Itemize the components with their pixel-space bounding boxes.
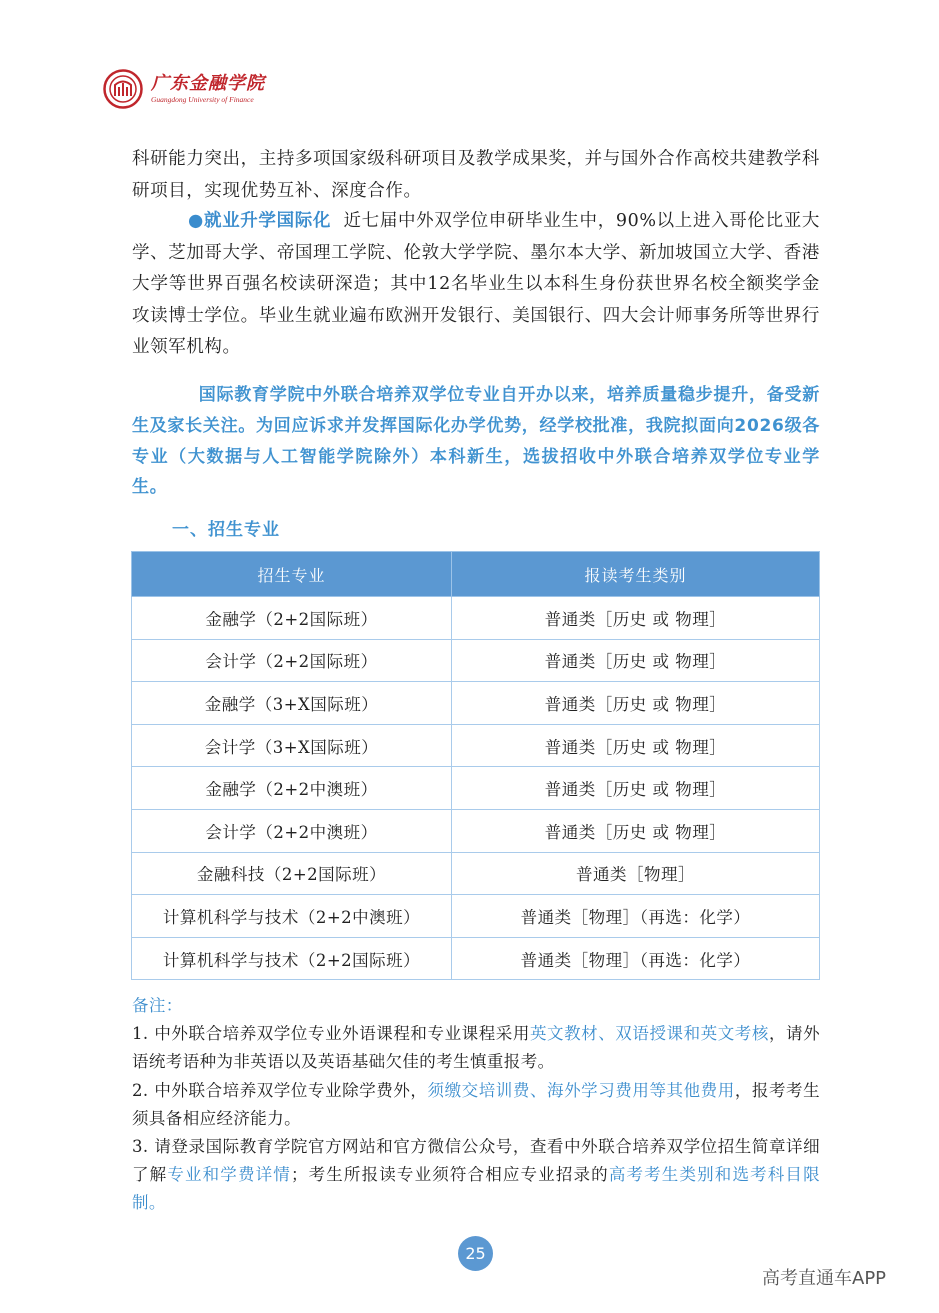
paragraph-intro <box>132 380 820 503</box>
paragraph-employment <box>132 206 820 364</box>
note-2 <box>132 1077 820 1133</box>
note-1-highlight: 英文教材、双语授课和英文考核 <box>529 1024 769 1044</box>
notes-section <box>132 992 820 1218</box>
watermark: 高考直通车APP <box>762 1268 887 1289</box>
category-cell: 普通类［物理］ <box>452 852 820 895</box>
category-cell: 普通类［物理］（再选：化学） <box>452 895 820 938</box>
category-cell: 普通类［历史 或 物理］ <box>452 597 820 640</box>
major-cell: 会计学（2+2国际班） <box>132 639 452 682</box>
table-row <box>132 767 820 810</box>
paragraph-employment-text: 近七届中外双学位申研毕业生中，90%以上进入哥伦比亚大学、芝加哥大学、帝国理工学院、伦敦大学学院、墨尔本大学、新加坡国立大学、香港大学等世界百强名校读研深造；其中12名毕业生以本科生身份获世界名校全额奖学金攻读博士学位。毕业生就业遍布欧洲开发银行、美国银行、四大会计师事务所等世界行业领军机构。 <box>132 211 820 358</box>
note-2-highlight: 须缴交培训费、海外学习费用等其他费用 <box>427 1080 735 1100</box>
note-1 <box>132 1020 820 1076</box>
table-row <box>132 895 820 938</box>
logo-chinese-name: 广东金融学院 <box>151 72 265 94</box>
table-row <box>132 724 820 767</box>
major-cell: 金融学（3+X国际班） <box>132 682 452 725</box>
paragraph-intro-text: 国际教育学院中外联合培养双学位专业自开办以来，培养质量稳步提升，备受新生及家长关注。为回应诉求并发挥国际化办学优势，经学校批准，我院拟面向2026级各专业（大数据与人工智能学院除外）本科新生，选拔招收中外联合培养双学位专业学生。 <box>132 385 821 498</box>
table-row <box>132 682 820 725</box>
logo-english-name: Guangdong University of Finance <box>151 94 254 104</box>
notes-title: 备注： <box>132 996 183 1015</box>
table-row <box>132 937 820 980</box>
note-3-middle: ；考生所报读专业须符合相应专业招录的 <box>290 1165 609 1185</box>
major-cell: 金融学（2+2中澳班） <box>132 767 452 810</box>
category-cell: 普通类［物理］（再选：化学） <box>452 937 820 980</box>
table-header-row <box>132 552 820 597</box>
note-3-highlight-2: 高考考生类别和选考科目限制。 <box>132 1165 820 1213</box>
paragraph-employment-heading: 就业升学国际化 <box>203 211 332 231</box>
bullet-icon: ● <box>188 211 204 231</box>
note-3-text: 3. 请登录国际教育学院官方网站和官方微信公众号，查看中外联合培养双学位招生简章详细了解 <box>132 1137 820 1185</box>
majors-table <box>131 551 820 980</box>
table-row <box>132 639 820 682</box>
note-3 <box>132 1133 820 1218</box>
column-header-major: 招生专业 <box>132 552 452 597</box>
column-header-category: 报读考生类别 <box>452 552 820 597</box>
note-1-text: 1. 中外联合培养双学位专业外语课程和专业课程采用 <box>132 1024 530 1044</box>
category-cell: 普通类［历史 或 物理］ <box>452 767 820 810</box>
major-cell: 计算机科学与技术（2+2国际班） <box>132 937 452 980</box>
category-cell: 普通类［历史 或 物理］ <box>452 809 820 852</box>
category-cell: 普通类［历史 或 物理］ <box>452 639 820 682</box>
school-logo <box>103 68 265 110</box>
major-cell: 计算机科学与技术（2+2中澳班） <box>132 895 452 938</box>
table-row <box>132 597 820 640</box>
major-cell: 金融学（2+2国际班） <box>132 597 452 640</box>
page-number-badge: 25 <box>458 1236 493 1271</box>
school-emblem-icon <box>103 69 143 109</box>
section-title-majors: 一、招生专业 <box>172 520 280 540</box>
note-2-text: 2. 中外联合培养双学位专业除学费外， <box>132 1080 428 1100</box>
category-cell: 普通类［历史 或 物理］ <box>452 724 820 767</box>
note-3-highlight-1: 专业和学费详情 <box>167 1165 291 1185</box>
note-1-tail: ，请外语统考语种为非英语以及英语基础欠佳的考生慎重报考。 <box>132 1024 820 1072</box>
table-row <box>132 852 820 895</box>
category-cell: 普通类［历史 或 物理］ <box>452 682 820 725</box>
major-cell: 会计学（2+2中澳班） <box>132 809 452 852</box>
major-cell: 金融科技（2+2国际班） <box>132 852 452 895</box>
major-cell: 会计学（3+X国际班） <box>132 724 452 767</box>
paragraph-research: 科研能力突出，主持多项国家级科研项目及教学成果奖，并与国外合作高校共建教学科研项目，实现优势互补、深度合作。 <box>132 149 820 201</box>
note-2-tail: ，报考考生须具备相应经济能力。 <box>132 1080 820 1128</box>
table-row <box>132 809 820 852</box>
